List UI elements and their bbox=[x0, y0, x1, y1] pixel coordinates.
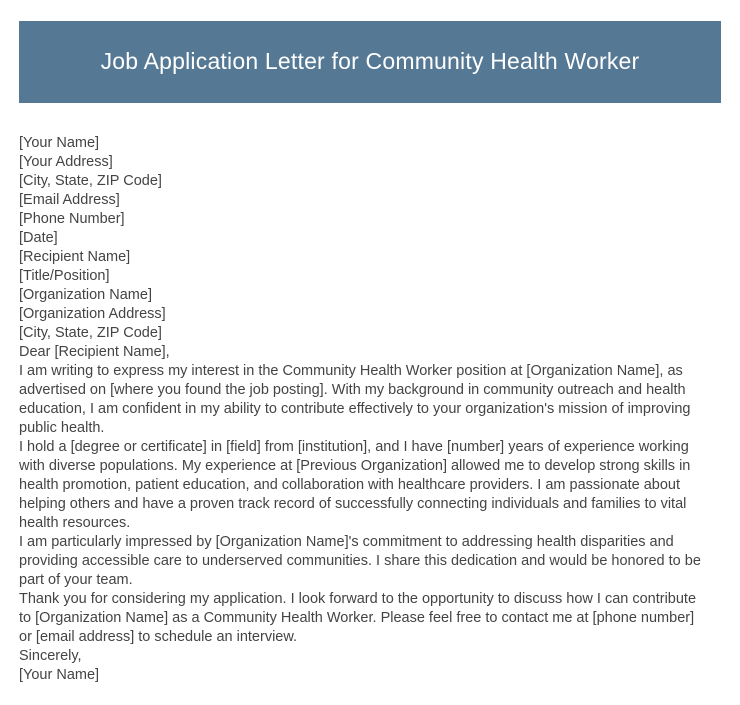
sender-line: [Email Address] bbox=[19, 192, 120, 208]
signature: [Your Name] bbox=[19, 667, 100, 683]
sender-line: [Phone Number] bbox=[19, 211, 125, 227]
body-paragraph: Thank you for considering my application. I look forward to the opportunity to discuss how I can contribute to [Organization Name] as a Community Health Worker. Please feel free to contact me at [phone number] or [email address] to schedule an interview. bbox=[19, 591, 697, 645]
recipient-line: [Recipient Name] bbox=[19, 249, 131, 265]
letter-body bbox=[19, 134, 705, 685]
sender-line: [Date] bbox=[19, 230, 58, 246]
sender-line: [City, State, ZIP Code] bbox=[19, 173, 162, 189]
recipient-line: [Organization Name] bbox=[19, 287, 152, 303]
salutation: Dear [Recipient Name], bbox=[19, 344, 170, 360]
sender-address-block bbox=[19, 134, 705, 248]
recipient-line: [City, State, ZIP Code] bbox=[19, 325, 162, 341]
sender-line: [Your Address] bbox=[19, 154, 113, 170]
recipient-address-block bbox=[19, 248, 705, 343]
body-paragraph: I hold a [degree or certificate] in [field] from [institution], and I have [number] years of experience working with diverse populations. My experience at [Previous Organization] allowed me to develop strong skills in health promotion, patient education, and collaboration with healthcare providers. I am passionate about helping others and have a proven track record of successfully connecting individuals and families to vital health resources. bbox=[19, 439, 691, 531]
recipient-line: [Title/Position] bbox=[19, 268, 110, 284]
closing: Sincerely, bbox=[19, 648, 82, 664]
body-paragraph: I am writing to express my interest in the Community Health Worker position at [Organization Name], as advertised on [where you found the job posting]. With my background in community outreach and health education, I am confident in my ability to contribute effectively to your organization's mission of improving public health. bbox=[19, 363, 691, 436]
page-title: Job Application Letter for Community Health Worker bbox=[100, 48, 640, 75]
sender-line: [Your Name] bbox=[19, 135, 100, 151]
body-paragraph: I am particularly impressed by [Organization Name]'s commitment to addressing health disparities and providing accessible care to underserved communities. I share this dedication and would be honored to be part of your team. bbox=[19, 534, 701, 588]
recipient-line: [Organization Address] bbox=[19, 306, 166, 322]
letter-header-banner bbox=[19, 21, 721, 103]
